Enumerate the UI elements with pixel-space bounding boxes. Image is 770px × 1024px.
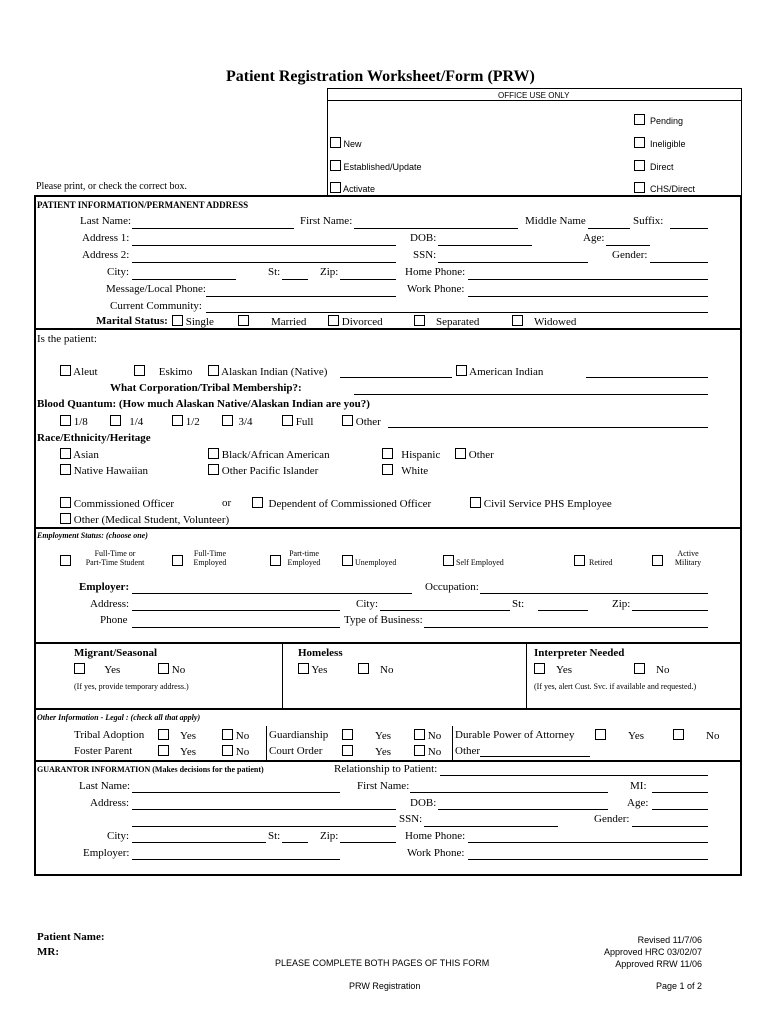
emp-zip-label: Zip: (612, 598, 631, 610)
or-text: or (222, 497, 232, 509)
revision-info: Revised 11/7/06 Approved HRC 03/02/07 Approved RRW 11/06 (603, 935, 702, 969)
interpreter-yes[interactable]: Yes (534, 663, 572, 676)
g-ssn-input[interactable] (424, 826, 558, 827)
office-activate[interactable]: Activate (330, 182, 375, 194)
g-home-phone-input[interactable] (468, 842, 708, 843)
homeless-no[interactable]: No (358, 663, 393, 676)
city-label: City: (107, 266, 130, 278)
tribe-aleut[interactable]: Aleut (60, 365, 98, 378)
address2-input[interactable] (132, 262, 396, 263)
g-address-input[interactable] (132, 809, 396, 810)
dob-label: DOB: (410, 232, 437, 244)
g-work-phone-input[interactable] (468, 859, 708, 860)
emp-military-check[interactable] (652, 555, 663, 568)
g-first-name-input[interactable] (410, 792, 608, 793)
race-white[interactable]: White (382, 464, 428, 477)
g-mi-input[interactable] (652, 792, 708, 793)
emp-st-input[interactable] (538, 610, 588, 611)
blood-1-8[interactable]: 1/8 (60, 415, 88, 428)
age-input[interactable] (606, 245, 650, 246)
address2-label: Address 2: (82, 249, 130, 261)
instruction: Please print, or check the correct box. (36, 181, 188, 192)
blood-1-2[interactable]: 1/2 (172, 415, 200, 428)
community-label: Current Community: (110, 300, 202, 312)
interpreter-label: Interpreter Needed (534, 647, 625, 659)
g-zip-label: Zip: (320, 830, 339, 842)
race-other[interactable]: Other (455, 448, 494, 461)
emp-fulltime-check[interactable] (172, 555, 183, 568)
g-address-label: Address: (90, 797, 130, 809)
dpoa-label: Durable Power of Attorney (455, 729, 575, 741)
commissioned-officer[interactable]: Commissioned Officer (60, 497, 174, 510)
g-address2-input[interactable] (132, 826, 396, 827)
form-title: Patient Registration Worksheet/Form (PRW) (226, 68, 535, 85)
g-city-label: City: (107, 830, 130, 842)
blood-other-input[interactable] (388, 427, 708, 428)
emp-city-label: City: (356, 598, 379, 610)
race-pacific-islander[interactable]: Other Pacific Islander (208, 464, 318, 477)
page-number: Page 1 of 2 (655, 981, 702, 991)
middle-name-input[interactable] (588, 228, 630, 229)
race-black[interactable]: Black/African American (208, 448, 330, 461)
court-order-label: Court Order (269, 745, 323, 757)
zip-label: Zip: (320, 266, 339, 278)
msg-phone-label: Message/Local Phone: (106, 283, 206, 295)
emp-fulltime-label: Full-Time Employed (193, 549, 227, 567)
relationship-input[interactable] (440, 775, 708, 776)
race-label: Race/Ethnicity/Heritage (37, 432, 151, 444)
emp-address-input[interactable] (132, 610, 340, 611)
address1-input[interactable] (132, 245, 396, 246)
blood-quantum-label: Blood Quantum: (How much Alaskan Native/Alaskan Indian are you?) (37, 398, 370, 410)
dob-input[interactable] (438, 245, 532, 246)
interpreter-no[interactable]: No (634, 663, 669, 676)
relationship-label: Relationship to Patient: (334, 763, 438, 775)
occupation-label: Occupation: (425, 581, 479, 593)
marital-widowed[interactable]: Widowed (512, 315, 576, 328)
office-direct[interactable]: Direct (634, 160, 674, 172)
first-name-input[interactable] (354, 228, 518, 229)
emp-unemployed[interactable]: Unemployed (342, 555, 396, 567)
legal-other-input[interactable] (480, 756, 590, 757)
corp-input[interactable] (354, 394, 708, 395)
dependent-officer[interactable]: Dependent of Commissioned Officer (252, 497, 431, 510)
office-established[interactable]: Established/Update (330, 160, 422, 172)
marital-label: Marital Status: (96, 315, 168, 327)
marital-single[interactable]: Single (172, 315, 214, 328)
employer-label: Employer: (79, 581, 130, 593)
suffix-label: Suffix: (633, 215, 664, 227)
emp-phone-label: Phone (100, 614, 128, 626)
last-name-input[interactable] (132, 228, 294, 229)
foster-yes[interactable]: Yes (158, 745, 196, 758)
g-last-name-input[interactable] (132, 792, 340, 793)
emp-parttime-check[interactable] (270, 555, 281, 568)
court-no[interactable]: No (414, 745, 441, 758)
interpreter-note: (If yes, alert Cust. Svc. if available and requested.) (534, 682, 697, 691)
g-st-label: St: (268, 830, 281, 842)
race-native-hawaiian[interactable]: Native Hawaiian (60, 464, 148, 477)
ssn-label: SSN: (413, 249, 437, 261)
marital-married[interactable]: Married (238, 315, 306, 328)
guarantor-header: GUARANTOR INFORMATION (Makes decisions for the patient) (37, 765, 264, 774)
blood-3-4[interactable]: 3/4 (222, 415, 253, 428)
guardianship-yes[interactable]: Yes (342, 729, 391, 742)
community-input[interactable] (206, 312, 708, 313)
emp-student-label: Full-Time or Part-Time Student (85, 549, 145, 567)
foster-no[interactable]: No (222, 745, 249, 758)
occupation-input[interactable] (480, 593, 708, 594)
tribe-alaskan-indian[interactable]: Alaskan Indian (Native) (208, 365, 327, 378)
guardianship-label: Guardianship (269, 729, 329, 741)
employer-input[interactable] (132, 593, 412, 594)
homeless-label: Homeless (298, 647, 343, 659)
marital-separated[interactable]: Separated (414, 315, 479, 328)
mr-footer: MR: (37, 946, 59, 958)
tribe-eskimo[interactable]: Eskimo (134, 365, 192, 378)
g-city-input[interactable] (132, 842, 266, 843)
business-label: Type of Business: (344, 614, 423, 626)
work-phone-input[interactable] (468, 296, 708, 297)
blood-full[interactable]: Full (282, 415, 313, 428)
office-use-header: OFFICE USE ONLY (498, 91, 570, 100)
g-first-name-label: First Name: (357, 780, 410, 792)
middle-name-label: Middle Name (525, 215, 586, 227)
complete-both-pages: PLEASE COMPLETE BOTH PAGES OF THIS FORM (275, 958, 490, 968)
g-ssn-label: SSN: (399, 813, 423, 825)
patient-name-footer: Patient Name: (37, 931, 105, 943)
ssn-input[interactable] (438, 262, 588, 263)
home-phone-input[interactable] (468, 279, 708, 280)
g-employer-label: Employer: (83, 847, 130, 859)
last-name-label: Last Name: (80, 215, 132, 227)
msg-phone-input[interactable] (206, 296, 396, 297)
g-gender-label: Gender: (594, 813, 630, 825)
tribal-adoption-label: Tribal Adoption (74, 729, 145, 741)
court-yes[interactable]: Yes (342, 745, 391, 758)
gender-label: Gender: (612, 249, 648, 261)
patient-info-header: PATIENT INFORMATION/PERMANENT ADDRESS (37, 200, 249, 210)
race-asian[interactable]: Asian (60, 448, 99, 461)
emp-parttime-label: Part-time Employed (287, 549, 321, 567)
emp-city-input[interactable] (380, 610, 510, 611)
gender-input[interactable] (650, 262, 708, 263)
g-st-input[interactable] (282, 842, 308, 843)
g-work-phone-label: Work Phone: (407, 847, 465, 859)
city-input[interactable] (132, 279, 236, 280)
office-new[interactable]: New (330, 137, 362, 149)
st-label: St: (268, 266, 281, 278)
blood-other[interactable]: Other (342, 415, 381, 428)
homeless-yes[interactable]: Yes (298, 663, 327, 676)
zip-input[interactable] (340, 279, 396, 280)
foster-parent-label: Foster Parent (74, 745, 133, 757)
g-dob-input[interactable] (438, 809, 608, 810)
civil-service[interactable]: Civil Service PHS Employee (470, 497, 612, 510)
g-dob-label: DOB: (410, 797, 437, 809)
other-medical-student[interactable]: Other (Medical Student, Volunteer) (60, 513, 229, 526)
suffix-input[interactable] (670, 228, 708, 229)
emp-st-label: St: (512, 598, 525, 610)
migrant-label: Migrant/Seasonal (74, 647, 158, 659)
work-phone-label: Work Phone: (407, 283, 465, 295)
st-input[interactable] (282, 279, 308, 280)
alaskan-indian-input[interactable] (340, 377, 452, 378)
g-zip-input[interactable] (340, 842, 396, 843)
is-patient-label: Is the patient: (37, 333, 97, 345)
age-label: Age: (583, 232, 605, 244)
emp-military-label: Active Military (674, 549, 702, 567)
legal-header: Other Information - Legal : (check all that apply) (37, 713, 201, 722)
first-name-label: First Name: (300, 215, 353, 227)
g-age-input[interactable] (652, 809, 708, 810)
g-mi-label: MI: (630, 780, 647, 792)
g-gender-input[interactable] (632, 826, 708, 827)
emp-address-label: Address: (90, 598, 130, 610)
g-age-label: Age: (627, 797, 649, 809)
emp-student-check[interactable] (60, 555, 71, 568)
corp-label: What Corporation/Tribal Membership?: (110, 382, 302, 394)
legal-other-label: Other (455, 745, 481, 757)
migrant-note: (If yes, provide temporary address.) (74, 682, 189, 691)
emp-retired[interactable]: Retired (574, 555, 613, 567)
dpoa-no[interactable]: No (673, 729, 719, 742)
blood-1-4[interactable]: 1/4 (110, 415, 143, 428)
office-ineligible[interactable]: Ineligible (634, 137, 686, 149)
race-hispanic[interactable]: Hispanic (382, 448, 440, 461)
tribal-yes[interactable]: Yes (158, 729, 196, 742)
doc-name: PRW Registration (349, 981, 421, 991)
emp-self-employed[interactable]: Self Employed (443, 555, 504, 567)
office-pending[interactable]: Pending (634, 114, 683, 126)
address1-label: Address 1: (82, 232, 130, 244)
tribal-no[interactable]: No (222, 729, 249, 742)
office-chs-direct[interactable]: CHS/Direct (634, 182, 695, 194)
g-last-name-label: Last Name: (79, 780, 131, 792)
guardianship-no[interactable]: No (414, 729, 441, 742)
marital-divorced[interactable]: Divorced (328, 315, 383, 328)
dpoa-yes[interactable]: Yes (595, 729, 644, 742)
migrant-no[interactable]: No (158, 663, 185, 676)
migrant-yes[interactable]: Yes (74, 663, 120, 676)
g-home-phone-label: Home Phone: (405, 830, 466, 842)
tribe-american-indian[interactable]: American Indian (456, 365, 543, 378)
employment-header: Employment Status: (choose one) (37, 531, 148, 540)
g-employer-input[interactable] (132, 859, 340, 860)
business-input[interactable] (424, 627, 708, 628)
american-indian-input[interactable] (586, 377, 708, 378)
home-phone-label: Home Phone: (405, 266, 466, 278)
emp-phone-input[interactable] (132, 627, 340, 628)
emp-zip-input[interactable] (632, 610, 708, 611)
